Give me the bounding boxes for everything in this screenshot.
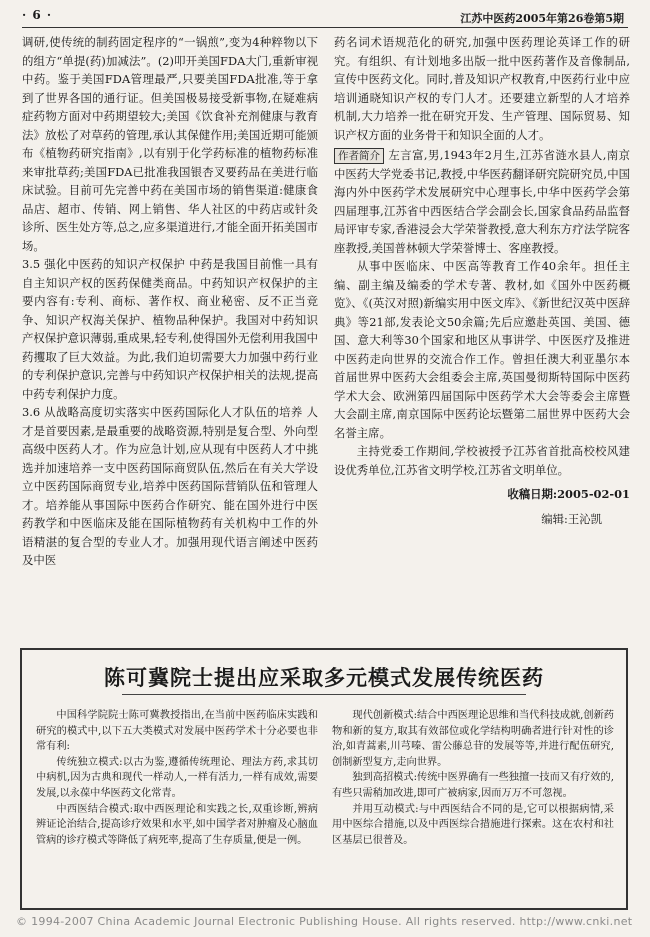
news-paragraph: 中西医结合模式:取中西医理论和实践之长,双重诊断,辨病辨证论治结合,提高诊疗效果和水平,如中国学者对肿瘤及心脑血管病的诊疗模式等降低了病死率,提高了生存质量,便是一例。 (36, 803, 318, 846)
author-bio (334, 146, 630, 257)
left-column (22, 33, 318, 570)
paragraph: 药名词术语规范化的研究,加强中医药理论英译工作的研究。有组织、有计划地多出版一批中医药著作及音像制品,宣传中医药文化。同时,普及知识产权教育,中医药行业中应培训通晓知识产权的专门人才。还要建立新型的人才培养机制,大力培养一批在研究开发、生产管理、国际贸易、知识产权方面的业务骨干和知识全面的人才。 (334, 35, 630, 142)
section-3-5: 3.5 强化中医药的知识产权保护 中药是我国目前惟一具有自主知识产权的医药保健类商品。中药知识产权保护的主要内容有:专利、商标、著作权、商业秘密、反不正当竞争、知识产权海关保护、植物品种保护。我国对中药知识产权保护意识薄弱,重成果,轻专利,使得国外无偿利用我国中药攫取了巨大效益。为此,我们迫切需要大力加强中药行业的专利保护意识,完善与中药知识产权保护相关的法规,提高中药专利保护力度。 (22, 257, 318, 401)
news-paragraph: 传统独立模式:以古为鉴,遵循传统理论、理法方药,求其切中病机,因为古典和现代一样动人,一样有活力,一样有成效,需要发展,以永葆中华医药文化常青。 (36, 756, 318, 799)
news-right-column (332, 708, 614, 848)
news-paragraph: 中国科学院院士陈可冀教授指出,在当前中医药临床实践和研究的模式中,以下五大类模式对发展中医药学术十分必要也非常有利: (36, 710, 318, 753)
right-column (334, 33, 630, 528)
news-paragraph: 并用互动模式:与中西医结合不同的是,它可以根据病情,采用中医综合措施,以及中西医综合措施进行探索。这在农村和社区基层已很普及。 (332, 803, 614, 846)
journal-header: 江苏中医药2005年第26卷第5期 (460, 12, 624, 25)
news-title: 陈可冀院士提出应采取多元模式发展传统医药 (104, 665, 544, 690)
paragraph: 从事中医临床、中医高等教育工作40余年。担任主编、副主编及编委的学术专著、教材,如《国外中医药概览》、《(英汉对照)新编实用中医文库》、《新世纪汉英中医辞典》等21部,发表论文50余篇;先后应邀赴英国、美国、德国、意大利等30个国家和地区从事讲学、中医医疗及推进中医药走向世界的交流合作工作。曾担任澳大利亚墨尔本首届世界中医药大会组委会主席,英国曼彻斯特国际中医药学术大会、欧洲第四届国际中医药学术大会等委会主席暨大会副主席,南京国际中医药论坛暨第二届世界中医药大会名誉主席。 (334, 259, 630, 440)
news-paragraph: 现代创新模式:结合中西医理论思维和当代科技成就,创新药物和新的复方,取其有效部位或化学结构明确者进行针对性的诊治,如青蒿素,川芎嗪、雷公藤总苷的发展等等,并进行配伍研究,创制新型复方,走向世界。 (332, 710, 614, 768)
received-date: 收稿日期:2005-02-01 (507, 487, 630, 501)
news-paragraph: 独到高招模式:传统中医界确有一些独擅一技而又有疗效的,有些只需稍加改进,即可广被病家,因而万万不可忽视。 (332, 772, 614, 799)
header-rule (22, 27, 628, 28)
author-tag: 作者简介 (334, 148, 384, 164)
paragraph: 主持党委工作期间,学校被授予江苏省首批高校校风建设优秀单位,江苏省文明学校,江苏省文明单位。 (334, 444, 630, 477)
title-rule (122, 694, 526, 695)
author-bio-text: 左言富,男,1943年2月生,江苏省涟水县人,南京中医药大学党委书记,教授,中华医药翻译研究院研究员,中国海内外中医药学术发展研究中心理事长,中华中医药学会第四届理事,江苏省中西医结合学会副会长,国家食品药品监督局评审专家,香港浸会大学荣誉教授,意大利东方疗法学院客座教授,美国普林顿大学荣誉博士、客座教授。 (334, 148, 630, 255)
news-box (20, 648, 628, 910)
page-number: · 6 · (22, 8, 53, 22)
paragraph: 调研,使传统的制药固定程序的“一锅煎”,变为4种粹物以下的组方“单提(药)加减法”。(2)叩开美国FDA大门,重新审视中药。鉴于美国FDA管理最严,只要美国FDA批准,等于拿到了世界各国的通行证。但美国极易接受新事物,在疑难病症药物方面对中药期望较大;美国《饮食补充剂健康与教育法》放松了对草药的管理,承认其保健作用;美国近期可能颁布《植物药研究指南》,以有别于化学药标准的植物药标准来审批草药;美国FDA已批准我国银杏叉要药品在美进行临床试验。目前可先完善中药在美国市场的销售渠道:健康食品店、超市、传销、网上销售、华人社区的中药店或针灸诊所、医生处方等,总之,应多渠道进行,才能全面开拓美国市场。 (22, 35, 318, 253)
editor: 编辑:王沁凯 (541, 511, 602, 526)
section-3-6: 3.6 从战略高度切实落实中医药国际化人才队伍的培养 人才是首要因素,是最重要的战略资源,特别是复合型、外向型高级中医药人才。作为应急计划,应从现有中医药人才中挑选并加速培养一支中医药国际商贸队伍,然后在有关大学设立中医药国际商贸专业,培养中医药国际营销队伍和管理人才。培养能从事国际中医药合作研究、能在国外进行中医药教学和中医临床及能在国际植物药有关机构中工作的外语精湛的复合型的专业人才。加强用现代语言阐述中医药及中医 (22, 405, 318, 567)
copyright-footer: © 1994-2007 China Academic Journal Electronic Publishing House. All rights reserved. http://www.cnki.net (16, 915, 633, 928)
news-left-column (36, 708, 318, 848)
